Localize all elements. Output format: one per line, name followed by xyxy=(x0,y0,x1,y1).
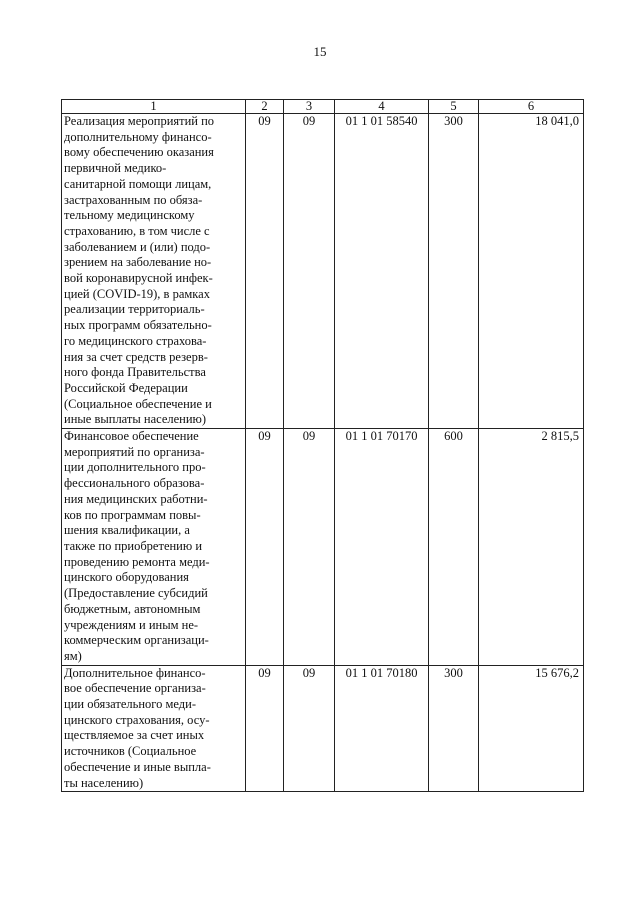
description-line: (Социальное обеспечение и xyxy=(64,396,212,411)
description-line: застрахованным по обяза- xyxy=(64,192,203,207)
description-line: ции обязательного меди- xyxy=(64,697,196,712)
column-header-1: 1 xyxy=(62,100,246,114)
description-line: проведению ремонта меди- xyxy=(64,554,210,569)
description-line: санитарной помощи лицам, xyxy=(64,176,212,191)
table-row xyxy=(62,114,584,429)
description-line: го медицинского страхова- xyxy=(64,333,207,348)
description-line: обеспечение и иные выпла- xyxy=(64,759,211,774)
column-header-4: 4 xyxy=(335,100,429,114)
description-line: мероприятий по организа- xyxy=(64,444,205,459)
description-line: фессионального образова- xyxy=(64,476,205,491)
description-line: дополнительному финансо- xyxy=(64,129,212,144)
amount-value: 2 815,5 xyxy=(479,429,584,666)
description-line: коммерческим организаци- xyxy=(64,633,209,648)
description-line: реализации территориаль- xyxy=(64,302,205,317)
header-row xyxy=(62,100,584,114)
description-line: также по приобретению и xyxy=(64,538,203,553)
expense-type-code: 600 xyxy=(429,429,479,666)
column-header-3: 3 xyxy=(284,100,335,114)
description-line: тельному медицинскому xyxy=(64,208,195,223)
description-line: Реализация мероприятий по xyxy=(64,114,215,128)
description-line: бюджетным, автономным xyxy=(64,601,201,616)
description-line: Финансовое обеспечение xyxy=(64,429,199,444)
section-code: 09 xyxy=(246,114,284,429)
description-line: иные выплаты населению) xyxy=(64,412,207,427)
section-code: 09 xyxy=(246,429,284,666)
table-body xyxy=(62,114,584,792)
target-article-code: 01 1 01 58540 xyxy=(335,114,429,429)
description-line: Российской Федерации xyxy=(64,380,188,395)
description-line: вое обеспечение организа- xyxy=(64,681,206,696)
expense-description xyxy=(62,429,246,666)
description-line: Дополнительное финансо- xyxy=(64,665,206,680)
description-line: учреждениям и иным не- xyxy=(64,617,199,632)
description-line: цинского страхования, осу- xyxy=(64,712,210,727)
expense-description xyxy=(62,114,246,429)
table-row xyxy=(62,665,584,792)
amount-value: 18 041,0 xyxy=(479,114,584,429)
column-header-6: 6 xyxy=(479,100,584,114)
budget-table xyxy=(61,99,584,792)
description-line: ния медицинских работни- xyxy=(64,491,208,506)
description-line: цией (COVID-19), в рамках xyxy=(64,286,210,301)
expense-type-code: 300 xyxy=(429,665,479,792)
description-line: вой коронавирусной инфек- xyxy=(64,271,213,286)
description-line: ния за счет средств резерв- xyxy=(64,349,208,364)
description-line: ного фонда Правительства xyxy=(64,365,206,380)
description-line: зрением на заболевание но- xyxy=(64,255,212,270)
section-code: 09 xyxy=(246,665,284,792)
description-line: первичной медико- xyxy=(64,161,167,176)
description-line: ков по программам повы- xyxy=(64,507,201,522)
column-header-5: 5 xyxy=(429,100,479,114)
table-row xyxy=(62,429,584,666)
amount-value: 15 676,2 xyxy=(479,665,584,792)
description-line: ям) xyxy=(64,648,82,663)
description-line: вому обеспечению оказания xyxy=(64,145,214,160)
subsection-code: 09 xyxy=(284,114,335,429)
subsection-code: 09 xyxy=(284,429,335,666)
page-number: 15 xyxy=(313,44,327,59)
description-line: (Предоставление субсидий xyxy=(64,586,208,601)
description-line: ции дополнительного про- xyxy=(64,460,206,475)
description-line: страхованию, в том числе с xyxy=(64,223,210,238)
description-line: ществляемое за счет иных xyxy=(64,728,205,743)
subsection-code: 09 xyxy=(284,665,335,792)
table-header xyxy=(62,100,584,114)
description-line: заболеванием и (или) подо- xyxy=(64,239,211,254)
column-header-2: 2 xyxy=(246,100,284,114)
target-article-code: 01 1 01 70170 xyxy=(335,429,429,666)
expense-type-code: 300 xyxy=(429,114,479,429)
description-line: шения квалификации, а xyxy=(64,523,190,538)
description-line: источников (Социальное xyxy=(64,744,197,759)
description-line: ты населению) xyxy=(64,775,144,790)
target-article-code: 01 1 01 70180 xyxy=(335,665,429,792)
expense-description xyxy=(62,665,246,792)
description-line: ных программ обязательно- xyxy=(64,318,212,333)
description-line: цинского оборудования xyxy=(64,570,189,585)
